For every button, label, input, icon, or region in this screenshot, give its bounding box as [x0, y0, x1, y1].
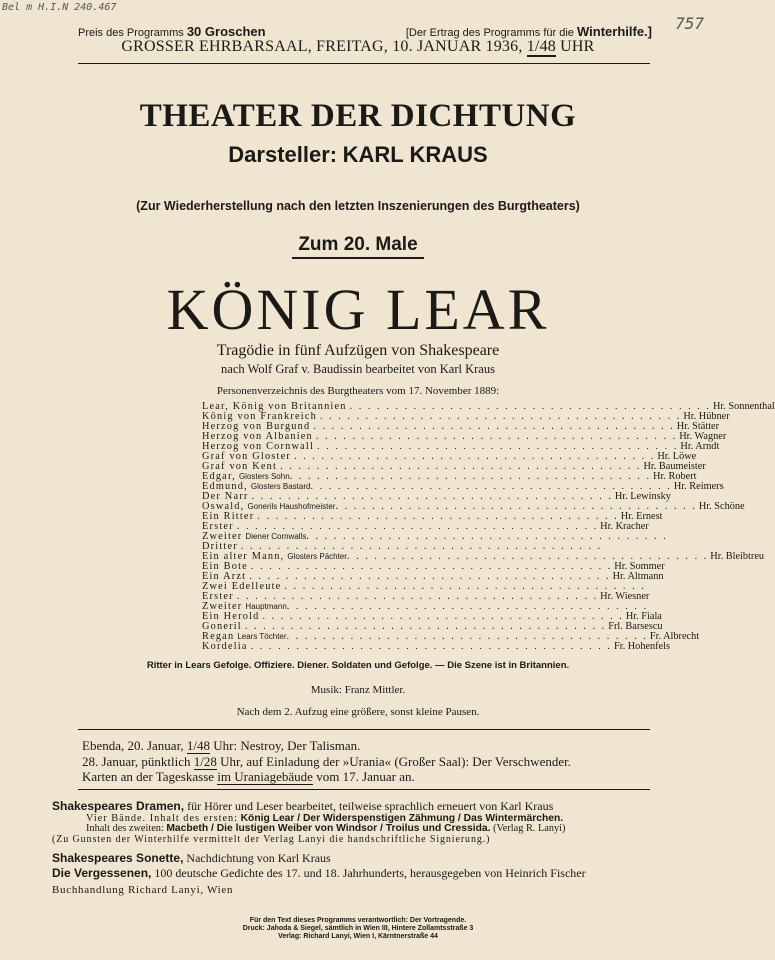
cast-role: Goneril	[202, 621, 242, 632]
cast-role: Erster	[202, 591, 234, 602]
cast-role: Dritter	[202, 541, 238, 552]
music-credit: Musik: Franz Mittler.	[310, 684, 406, 696]
leader-dots: . . . . . . . . . . . . . . . . . . . . . . . . . . . . . . . . . . . . . . . .	[313, 421, 675, 432]
cast-actor: Fr. Albrecht	[649, 631, 700, 642]
leader-dots: . . . . . . . . . . . . . . . . . . . . . . . . . . . . . . . . . . . . . . . .	[335, 501, 697, 512]
ebenda-suffix: Uhr: Nestroy, Der Talisman.	[213, 738, 361, 753]
cast-actor: Hr. Löwe	[657, 451, 697, 462]
cast-role-description: Glosters Pächter	[287, 552, 347, 561]
cast-role: Graf von Kent	[202, 461, 278, 472]
cast-actor: Hr. Robert	[653, 471, 697, 482]
cast-role: Ein alter Mann,	[202, 551, 285, 562]
page-number: 757	[675, 14, 704, 33]
leader-dots: . . . . . . . . . . . . . . . . . . . . . . . . . . . . . . . . . . . . . . . .	[250, 641, 612, 652]
leader-dots: . . . . . . . . . . . . . . . . . . . . . . . . . . . . . . . . . . . . . . . .	[240, 541, 603, 552]
cast-actor: Hr. Wagner	[679, 431, 727, 442]
cast-role: Oswald,	[202, 501, 245, 512]
leader-dots: . . . . . . . . . . . . . . . . . . . . . . . . . . . . . . . . . . . . . . . .	[251, 491, 613, 502]
vol1-prefix: Vier Bände. Inhalt des ersten:	[86, 813, 239, 824]
cast-actor: Hr. Schöne	[698, 501, 745, 512]
vol2-publisher: (Verlag R. Lanyi)	[493, 823, 566, 834]
leader-dots: . . . . . . . . . . . . . . . . . . . . . . . . . . . . . . . . . . . . . . . .	[293, 451, 656, 462]
cast-role: Edgar,	[202, 471, 236, 482]
cast-row	[202, 641, 671, 652]
cast-role: Ein Ritter	[202, 511, 255, 522]
cast-actor: Hr. Baumeister	[643, 461, 706, 472]
price-note	[78, 24, 266, 39]
cast-role: Ein Arzt	[202, 571, 247, 582]
karten-prefix: Karten an der Tageskasse	[82, 769, 215, 784]
leader-dots: . . . . . . . . . . . . . . . . . . . . . . . . . . . . . . . . . . . . . . . .	[315, 431, 678, 442]
cast-actor: Hr. Reimers	[673, 481, 724, 492]
cast-actor: Frl. Barsescu	[608, 621, 663, 632]
bookshop: Buchhandlung Richard Lanyi, Wien	[52, 884, 234, 896]
venue-suffix: UHR	[560, 38, 595, 55]
leader-dots: . . . . . . . . . . . . . . . . . . . . . . . . . . . . . . . . . . . . . . . .	[306, 531, 668, 542]
performer-name: KARL KRAUS	[342, 142, 488, 167]
vol2-titles: Macbeth / Die lustigen Weiber von Windsor / Troilus und Cressida.	[166, 823, 491, 834]
cast-actor: Hr. Sonnenthal	[712, 401, 775, 412]
cast-role: Regan	[202, 631, 235, 642]
performance-count-wrap	[0, 234, 716, 259]
play-title: KÖNIG LEAR	[166, 277, 550, 342]
cast-actor: Hr. Sommer	[614, 561, 665, 572]
cast-actor: Hr. Bleibtreu	[710, 551, 765, 562]
venue-line	[0, 38, 716, 56]
signing-note: (Zu Gunsten der Winterhilfe vermittelt der Verlag Lanyi die handschriftliche Signierung.)	[52, 834, 491, 845]
cast-role: Graf von Gloster	[202, 451, 291, 462]
cast-role: Ein Herold	[202, 611, 260, 622]
cast-actor: Hr. Wiesner	[600, 591, 650, 602]
cast-role-description: Hauptmann	[245, 602, 287, 611]
book-sonette	[52, 851, 331, 866]
venue-time: 1/48	[526, 38, 556, 55]
extras-note: Ritter in Lears Gefolge. Offiziere. Diener. Soldaten und Gefolge. — Die Szene ist in Britannien.	[146, 660, 570, 671]
price-value: 30 Groschen	[186, 24, 266, 39]
divider	[78, 789, 650, 790]
proceeds-prefix: [Der Ertrag des Programms für die	[405, 27, 574, 39]
cast-role: König von Frankreich	[202, 411, 317, 422]
leader-dots: . . . . . . . . . . . . . . . . . . . . . . . . . . . . . . . . . . . . . . . .	[280, 461, 642, 472]
cast-actor: Fr. Hohenfels	[614, 641, 671, 652]
cast-actor: Hr. Hübner	[683, 411, 730, 422]
announcement-ebenda	[82, 738, 360, 754]
jan28-time: 1/28	[193, 754, 217, 769]
volume-two	[86, 823, 686, 834]
performer-prefix: Darsteller:	[228, 142, 338, 167]
cast-role: Lear, König von Britannien	[202, 401, 347, 412]
cast-role: Kordelia	[202, 641, 248, 652]
announcement-tickets	[82, 769, 415, 785]
cast-role: Herzog von Albanien	[202, 431, 313, 442]
cast-actor: Hr. Kracher	[600, 521, 649, 532]
cast-role-description: Gonerils Haushofmeister	[247, 502, 336, 511]
leader-dots: . . . . . . . . . . . . . . . . . . . . . . . . . . . . . . . . . . . . . . . .	[250, 561, 613, 572]
announcement-jan28	[82, 754, 682, 770]
price-prefix: Preis des Programms	[78, 27, 184, 39]
cast-role-description: Lears Töchter	[237, 632, 287, 641]
leader-dots: . . . . . . . . . . . . . . . . . . . . . . . . . . . . . . . . . . . . . . . .	[284, 581, 646, 592]
cast-actor: Hr. Fiala	[625, 611, 662, 622]
cast-actor	[668, 532, 670, 542]
cast-role-description: Glosters Sohn	[238, 472, 290, 481]
archive-signature: Bel m H.I.N 240.467	[2, 2, 117, 13]
divider	[78, 63, 650, 64]
cast-actor: Hr. Arndt	[680, 441, 720, 452]
cast-role: Edmund,	[202, 481, 248, 492]
cast-actor: Hr. Stätter	[676, 421, 720, 432]
proceeds-value: Winterhilfe.]	[577, 24, 652, 39]
venue-text: GROSSER EHRBARSAAL, FREITAG, 10. JANUAR 1936,	[121, 38, 523, 55]
book-dramen	[52, 799, 672, 814]
translation-note: nach Wolf Graf v. Baudissin bearbeitet von Karl Kraus	[221, 362, 495, 376]
imprint-line-3: Verlag: Richard Lanyi, Wien I, Kärntnerstraße 44	[278, 933, 438, 940]
imprint-line-2: Druck: Jahoda & Siegel, sämtlich in Wien III, Hintere Zollamtsstraße 3	[242, 925, 474, 932]
cast-list-title: Personenverzeichnis des Burgtheaters vom 17. November 1889:	[216, 385, 500, 397]
leader-dots: . . . . . . . . . . . . . . . . . . . . . . . . . . . . . . . . . . . . . . . .	[236, 591, 599, 602]
karten-suffix: vom 17. Januar an.	[316, 769, 415, 784]
vol2-prefix: Inhalt des zweiten:	[86, 823, 164, 834]
cast-role: Ein Bote	[202, 561, 248, 572]
leader-dots: . . . . . . . . . . . . . . . . . . . . . . . . . . . . . . . . . . . . . . . .	[286, 601, 649, 612]
leader-dots: . . . . . . . . . . . . . . . . . . . . . . . . . . . . . . . . . . . . . . . .	[244, 621, 607, 632]
pause-note: Nach dem 2. Aufzug eine größere, sonst kleine Pausen.	[236, 706, 480, 718]
page-title: THEATER DER DICHTUNG	[139, 98, 577, 134]
cast-actor: Hr. Altmann	[612, 571, 664, 582]
play-subtitle: Tragödie in fünf Aufzügen von Shakespeare	[216, 342, 500, 359]
imprint-line-1: Für den Text dieses Programms verantwortlich: Der Vortragende.	[249, 917, 467, 924]
leader-dots: . . . . . . . . . . . . . . . . . . . . . . . . . . . . . . . . . . . . . . . .	[349, 401, 711, 412]
leader-dots: . . . . . . . . . . . . . . . . . . . . . . . . . . . . . . . . . . . . . . . .	[262, 611, 624, 622]
cast-actor: Hr. Ernest	[620, 511, 663, 522]
divider	[78, 729, 650, 730]
cast-role: Erster	[202, 521, 234, 532]
jan28-prefix: 28. Januar, pünktlich	[82, 754, 191, 769]
dramen-title: Shakespeares Dramen,	[52, 799, 185, 813]
cast-role: Zweiter	[202, 531, 243, 542]
leader-dots: . . . . . . . . . . . . . . . . . . . . . . . . . . . . . . . . . . . . . . . .	[319, 411, 682, 422]
book-vergessenen	[52, 866, 586, 881]
leader-dots: . . . . . . . . . . . . . . . . . . . . . . . . . . . . . . . . . . . . . . . .	[286, 631, 648, 642]
proceeds-note	[406, 24, 652, 39]
leader-dots: . . . . . . . . . . . . . . . . . . . . . . . . . . . . . . . . . . . . . . . .	[249, 571, 611, 582]
cast-actor: Hr. Lewinsky	[614, 491, 671, 502]
leader-dots: . . . . . . . . . . . . . . . . . . . . . . . . . . . . . . . . . . . . . . . .	[257, 511, 619, 522]
cast-role: Der Narr	[202, 491, 249, 502]
cast-role: Herzog von Cornwall	[202, 441, 315, 452]
performer-line	[0, 142, 716, 168]
cast-role: Herzog von Burgund	[202, 421, 311, 432]
cast-role-description: Diener Cornwalls	[245, 532, 307, 541]
leader-dots: . . . . . . . . . . . . . . . . . . . . . . . . . . . . . . . . . . . . . . . .	[289, 471, 652, 482]
leader-dots: . . . . . . . . . . . . . . . . . . . . . . . . . . . . . . . . . . . . . . . .	[310, 481, 672, 492]
sonette-text: Nachdichtung von Karl Kraus	[186, 851, 331, 865]
leader-dots: . . . . . . . . . . . . . . . . . . . . . . . . . . . . . . . . . . . . . . . .	[236, 521, 599, 532]
jan28-suffix: Uhr, auf Einladung der »Urania« (Großer Saal): Der Verschwender.	[220, 754, 571, 769]
sonette-title: Shakespeares Sonette,	[52, 851, 184, 865]
cast-list	[202, 401, 775, 652]
vol1-titles: König Lear / Der Widerspenstigen Zähmung / Das Wintermärchen.	[240, 813, 564, 824]
cast-role: Zweiter	[202, 601, 243, 612]
performance-count: Zum 20. Male	[292, 234, 423, 259]
ebenda-prefix: Ebenda, 20. Januar,	[82, 738, 184, 753]
cast-role: Zwei Edelleute	[202, 581, 282, 592]
ebenda-time: 1/48	[186, 738, 211, 753]
vergessen-title: Die Vergessenen,	[52, 866, 152, 880]
vergessen-text: 100 deutsche Gedichte des 17. und 18. Jahrhunderts, herausgegeben von Heinrich Fischer	[154, 866, 586, 880]
cast-role-description: Glosters Bastard	[250, 482, 311, 491]
leader-dots: . . . . . . . . . . . . . . . . . . . . . . . . . . . . . . . . . . . . . . . .	[346, 551, 709, 562]
leader-dots: . . . . . . . . . . . . . . . . . . . . . . . . . . . . . . . . . . . . . . . .	[317, 441, 679, 452]
dramen-text: für Hörer und Leser bearbeitet, teilweise sprachlich erneuert von Karl Kraus	[187, 799, 554, 813]
karten-underlined: im Uraniagebäude	[217, 769, 313, 784]
restoration-note: (Zur Wiederherstellung nach den letzten Inszenierungen des Burgtheaters)	[136, 199, 580, 213]
